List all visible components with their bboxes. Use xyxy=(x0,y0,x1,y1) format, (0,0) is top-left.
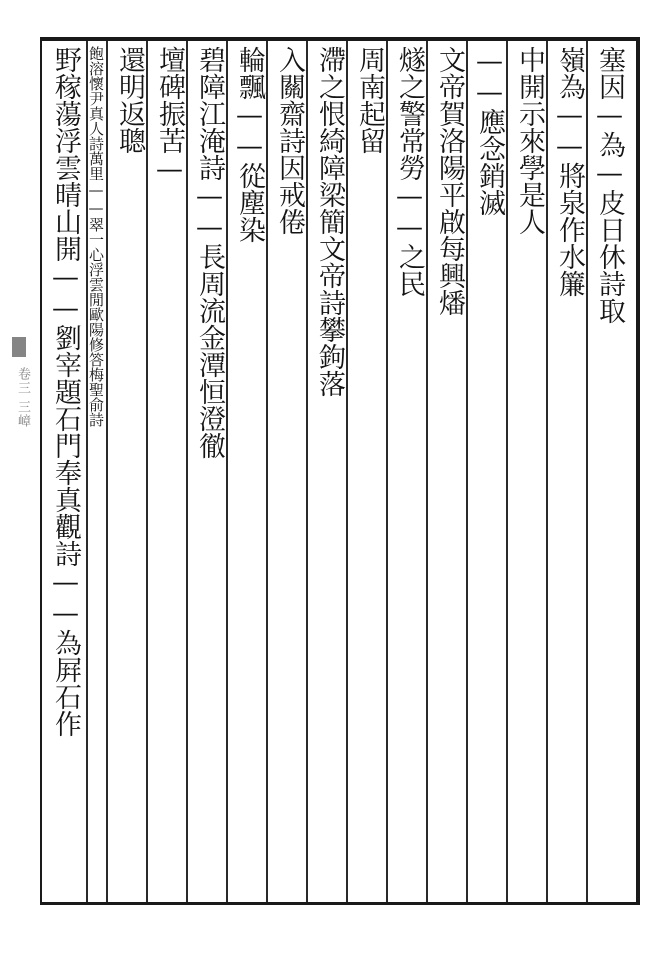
column-rule xyxy=(386,41,388,902)
text-column: 野稼蕩浮雲晴山開——劉宰題石門奉真觀詩——為屛石作 xyxy=(50,46,81,737)
column-rule xyxy=(426,41,428,902)
column-rule xyxy=(546,41,548,902)
text-column: 碧障江淹詩——長周流金潭恒澄徹 xyxy=(194,46,225,459)
column-rule xyxy=(586,41,588,902)
frame-top xyxy=(40,37,640,41)
frame-left xyxy=(40,37,42,905)
column-rule xyxy=(186,41,188,902)
text-column: 飽溶懷尹真人詩萬里——翠一心浮雲閒歐陽修答梅聖俞詩 xyxy=(87,46,105,427)
text-column: 輪飄——從塵染 xyxy=(234,46,265,243)
text-column: 周南起留 xyxy=(354,46,385,154)
edge-mark xyxy=(12,337,26,357)
column-rule xyxy=(106,41,108,902)
edge-strip xyxy=(0,37,40,905)
text-column: 嶺為——將泉作水簾 xyxy=(554,46,585,297)
text-column: 壇碑振苦— xyxy=(154,46,185,185)
edge-text: 卷三 三嶂 xyxy=(15,367,30,429)
text-column: ——應念銷滅 xyxy=(474,46,505,216)
frame-right xyxy=(636,37,640,905)
text-column: 滯之恨綺障梁簡文帝詩攀鉤落 xyxy=(314,46,345,397)
text-column: 還明返聰 xyxy=(114,46,145,154)
text-column: 燧之警常勞——之民 xyxy=(394,46,425,297)
column-rule xyxy=(146,41,148,902)
column-rule xyxy=(506,41,508,902)
text-column: 塞因—為—皮日休詩取 xyxy=(594,46,625,324)
column-rule xyxy=(466,41,468,902)
column-rule xyxy=(226,41,228,902)
text-column: 中開示來學是人 xyxy=(514,46,545,235)
column-rule xyxy=(266,41,268,902)
column-rule xyxy=(306,41,308,902)
text-column: 入關齋詩因戒倦 xyxy=(274,46,305,235)
frame-bottom xyxy=(40,902,640,905)
column-rule xyxy=(346,41,348,902)
text-column: 文帝賀洛陽平啟每興燔 xyxy=(434,46,465,316)
